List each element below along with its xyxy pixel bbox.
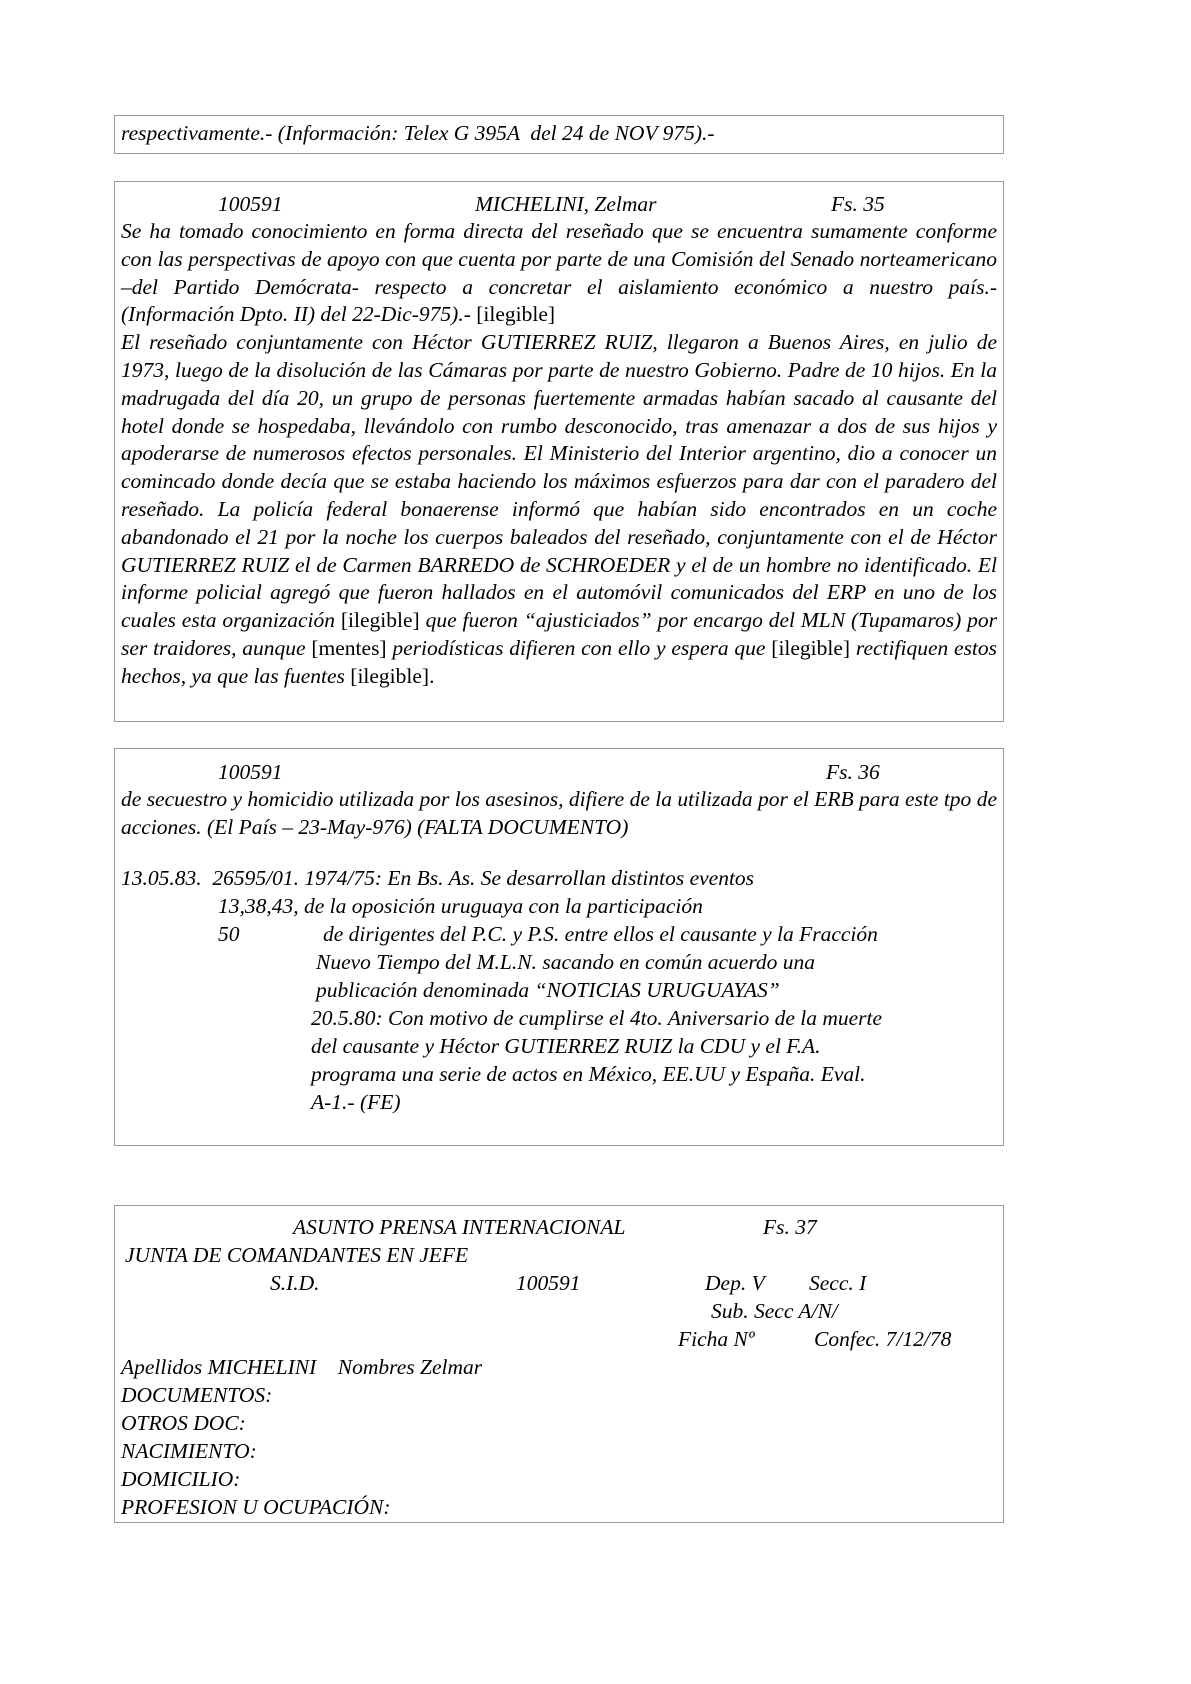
record-box-fs36 [114,748,1004,1146]
record-subject-name: MICHELINI, Zelmar [475,192,657,216]
record-entry-line: publicación denominada “NOTICIAS URUGUAYAS” [316,978,780,1002]
record-entry-line: de dirigentes del P.C. y P.S. entre ellos el causante y la Fracción [323,922,878,946]
record-paragraph: de secuestro y homicidio utilizada por los asesinos, difiere de la utilizada por el ERB para este tpo de acciones. (El País – 23-May-976) (FALTA DOCUMENTO) [121,787,997,839]
record-body [121,218,997,691]
record-entry-line: 13.05.83. 26595/01. 1974/75: En Bs. As. Se desarrollan distintos eventos [121,866,755,890]
illegible-mark: [ilegible]. [350,663,435,688]
record-entry-line: 50 [218,922,240,946]
record-paragraph-2: El reseñado conjuntamente con Héctor GUTIERREZ RUIZ, llegaron a Buenos Aires, en julio de 1973, luego de la disolución de las Cámaras por parte de nuestro Gobierno. Padre de 10 hijos. En la madrugada del día 20, un grupo de personas fuertemente armadas habían sacado al causante del hotel donde se hospedaba, llevándolo con rumbo desconocido, tras amenazar a dos de sus hijos y apoderarse de numerosos efectos personales. El Ministerio del Interior argentino, dio a conocer un comincado donde decía que se estaba haciendo los máximos esfuerzos para dar con el paradero del reseñado. La policía federal bonaerense informó que habían sido encontrados en un coche abandonado el 21 por la noche los cuerpos baleados del reseñado, conjuntamente con el de Héctor GUTIERREZ RUIZ el de Carmen BARREDO de SCHROEDER y el de un hombre no identificado. El informe policial agregó que fueron hallados en el automóvil comunicados del ERP en uno de los cuales esta organización [ilegible] que fueron “ajusticiados” por encargo del MLN (Tupamaros) por ser traidores, aunque [mentes] periodísticas difieren con ello y espera que [ilegible] rectifiquen estos hechos, ya que las fuentes [ilegible]. [121,330,998,688]
card-confection-date: Confec. 7/12/78 [814,1327,952,1351]
card-file-number: Ficha Nº [678,1327,755,1351]
record-entry-line: programa una serie de actos en México, EE.UU y España. Eval. [311,1062,866,1086]
folio-number: Fs. 36 [826,760,880,784]
record-entry-line: del causante y Héctor GUTIERREZ RUIZ la CDU y el F.A. [311,1034,821,1058]
illegible-mark: [ilegible] [476,302,556,327]
card-field-birth: NACIMIENTO: [121,1439,257,1463]
illegible-mark: [ilegible] [340,608,420,633]
record-box-fs35 [114,181,1004,722]
record-entry-line: 20.5.80: Con motivo de cumplirse el 4to. Aniversario de la muerte [311,1006,883,1030]
record-entry-line: 13,38,43, de la oposición uruguaya con la participación [218,894,703,918]
record-number: 100591 [516,1271,581,1295]
card-field-address: DOMICILIO: [121,1467,241,1491]
uncertain-word-mark: [mentes] [311,635,387,660]
card-title: ASUNTO PRENSA INTERNACIONAL [293,1215,626,1239]
record-paragraph-1: Se ha tomado conocimiento en forma directa del reseñado que se encuentra sumamente conforme con las perspectivas de apoyo con que cuenta por parte de una Comisión del Senado norteamericano –del Partido Demócrata- respecto a concretar el aislamiento económico a nuestro país.- (Información Dpto. II) del 22-Dic-975).- [ilegible] [121,219,997,327]
card-name-field: Apellidos MICHELINI Nombres Zelmar [121,1355,483,1379]
record-card-fs37 [114,1205,1004,1523]
record-entry-line: Nuevo Tiempo del M.L.N. sacando en común acuerdo una [316,950,816,974]
card-service: S.I.D. [270,1271,320,1295]
card-field-occupation: PROFESION U OCUPACIÓN: [121,1495,391,1519]
card-section: Secc. I [809,1271,867,1295]
folio-number: Fs. 37 [763,1215,817,1239]
record-box-top [114,115,1004,154]
card-organization: JUNTA DE COMANDANTES EN JEFE [125,1243,469,1267]
record-number: 100591 [218,192,283,216]
card-department: Dep. V [705,1271,765,1295]
folio-number: Fs. 35 [831,192,885,216]
card-subsection: Sub. Secc A/N/ [711,1299,838,1323]
record-continuation-line: respectivamente.- (Información: Telex G 395A del 24 de NOV 975).- [121,121,715,145]
illegible-mark: [ilegible] [771,635,851,660]
record-entry-line: A-1.- (FE) [311,1090,401,1114]
card-field-documents: DOCUMENTOS: [121,1383,273,1407]
record-number: 100591 [218,760,283,784]
card-field-other-docs: OTROS DOC: [121,1411,246,1435]
